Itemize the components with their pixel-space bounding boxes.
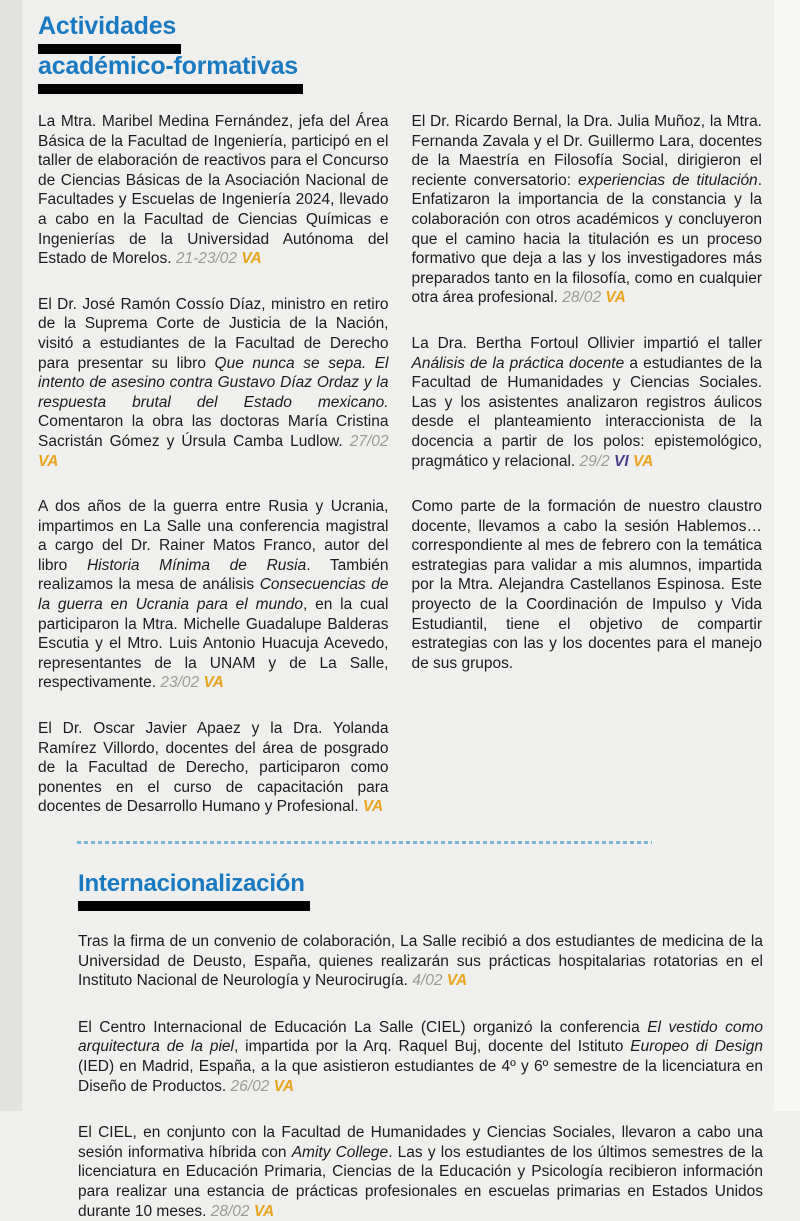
left-column: [38, 112, 389, 817]
paragraph: [38, 497, 389, 693]
text-run-date: 28/02: [210, 1202, 254, 1220]
title-internacionalizacion: Internacionalización: [78, 872, 305, 911]
two-column-text: [38, 112, 762, 817]
text-run-n: El Dr. José Ramón Cossío Díaz, ministro en retiro de la Suprema Corte de Justicia de la Nación, visitó a estudiantes de la Facultad de Derecho para presentar su libro: [38, 295, 389, 372]
text-run-va: VA: [273, 1077, 295, 1095]
text-run-va: VA: [446, 972, 468, 990]
text-run-vi: VI: [613, 452, 633, 470]
text-run-n: El CIEL, en conjunto con la Facultad de Humanidades y Ciencias Sociales, llevaron a cabo una sesión informativa híbrida con: [78, 1124, 763, 1161]
text-run-n: Como parte de la formación de nuestro claustro docente, llevamos a cabo la sesión Hablemos… correspondiente al mes de febrero con la temática estrategias para validar a mis alumnos, impartida por la Mtra. Alejandra Castellanos Espinosa. Este proyecto de la Coordinación de Impulso y Vida Estudiantil, tiene el objetivo de compartir estrategias con las y los docentes para el manejo de sus grupos.: [411, 498, 762, 672]
title-line-1: Actividades: [38, 14, 176, 54]
title-line-2: académico-formativas: [38, 54, 298, 94]
text-run-date: 29/2: [579, 452, 614, 470]
text-run-i: El vestido como arquitectura de la piel: [78, 1018, 763, 1056]
text-run-va: VA: [632, 452, 654, 470]
text-run-date: 28/02: [562, 289, 606, 307]
text-run-va: VA: [38, 452, 59, 470]
text-run-n: . También realizamos la mesa de análisis: [38, 556, 389, 594]
text-run-n: (IED) en Madrid, España, a la que asistieron estudiantes de 4º y 6º semestre de la licenciatura en Diseño de Productos.: [78, 1057, 763, 1095]
paragraph: [38, 295, 389, 471]
paragraph: [78, 1123, 763, 1221]
internacionalizacion-paragraphs: [78, 932, 763, 1221]
text-run-va: VA: [203, 674, 224, 692]
right-column: [412, 112, 763, 817]
text-run-n: Comentaron la obra las doctoras María Cristina Sacristán Gómez y Úrsula Camba Ludlow.: [38, 413, 389, 450]
text-run-n: Tras la firma de un convenio de colaboración, La Salle recibió a dos estudiantes de medicina de la Universidad de Deusto, España, quienes realizarán sus prácticas hospitalarias rotatorias en el Instituto Nacional de Neurología y Neurocirugía.: [78, 933, 763, 990]
text-run-n: El Dr. Oscar Javier Apaez y la Dra. Yolanda Ramírez Villordo, docentes del área de posgrado de la Facultad de Derecho, participaron como ponentes en el curso de capacitación para docentes de Desarrollo Humano y Profesional.: [38, 720, 389, 816]
text-run-va: VA: [253, 1202, 275, 1220]
paragraph: [78, 932, 763, 991]
paragraph: [38, 719, 389, 817]
section-title-internacionalizacion: [78, 872, 763, 911]
text-run-date: 27/02: [349, 432, 389, 450]
section-internacionalizacion: [0, 844, 800, 1221]
text-run-va: VA: [241, 250, 262, 268]
text-run-n: El Dr. Ricardo Bernal, la Dra. Julia Muñoz, la Mtra. Fernanda Zavala y el Dr. Guillermo Lara, docentes de la Maestría en Filosofía Social, dirigieron el reciente conversatorio:: [411, 113, 762, 189]
text-run-date: 23/02: [160, 674, 204, 692]
text-run-date: 26/02: [230, 1077, 274, 1095]
text-run-i: Historia Mínima de Rusia: [86, 556, 307, 574]
paragraph: [412, 497, 763, 673]
text-run-i: Análisis de la práctica docente: [411, 354, 625, 372]
section-title-actividades: [38, 14, 762, 94]
paragraph: [412, 112, 763, 308]
text-run-n: La Mtra. Maribel Medina Fernández, jefa del Área Básica de la Facultad de Ingeniería, participó en el taller de elaboración de reactivos para el Concurso de Ciencias Básicas de la Asociación Nacional de Facultades y Escuelas de Ingeniería 2024, llevado a cabo en la Facultad de Ciencias Químicas e Ingenierías de la Universidad Autónoma del Estado de Morelos.: [38, 113, 389, 268]
text-run-n: a estudiantes de la Facultad de Humanidades y Ciencias Sociales. Las y los asistentes analizaron registros áulicos desde el planteamiento interaccionista de la docencia a partir de los polos: epistemológico, pragmático y relacional.: [411, 354, 762, 470]
text-run-va: VA: [605, 289, 626, 307]
text-run-i: Consecuencias de la guerra en Ucrania para el mundo: [38, 576, 389, 614]
paragraph: [412, 334, 763, 471]
paragraph: [78, 1018, 763, 1096]
text-run-n: La Dra. Bertha Fortoul Ollivier impartió el taller: [411, 334, 762, 352]
text-run-i: Europeo di Design: [630, 1038, 763, 1056]
text-run-n: , en la cual participaron la Mtra. Michelle Guadalupe Balderas Escutia y el Mtro. Luis Antonio Huacuja Acevedo, representantes de la UNAM y de La Salle, respectivamente.: [38, 596, 389, 692]
paragraph: [38, 112, 389, 269]
text-run-i: Que nunca se sepa. El intento de asesino contra Gustavo Díaz Ordaz y la respuesta brutal del Estado mexicano.: [38, 354, 389, 411]
text-run-n: , impartida por la Arq. Raquel Buj, docente del Istituto: [233, 1038, 631, 1056]
text-run-date: 4/02: [412, 972, 447, 990]
text-run-n: El Centro Internacional de Educación La Salle (CIEL) organizó la conferencia: [78, 1018, 648, 1036]
text-run-n: . Las y los estudiantes de los últimos semestres de la licenciatura en Educación Primaria, Ciencias de la Educación y Psicología recibieron información para realizar una estancia de prácticas profesionales en escuelas primarias en Estados Unidos durante 10 meses.: [78, 1143, 764, 1220]
text-run-n: A dos años de la guerra entre Rusia y Ucrania, impartimos en La Salle una conferencia magistral a cargo del Dr. Rainer Matos Franco, autor del libro: [38, 498, 389, 574]
text-run-i: experiencias de titulación: [578, 171, 758, 189]
text-run-va: VA: [362, 798, 384, 816]
text-run-i: Amity College: [291, 1143, 389, 1161]
text-run-n: . Enfatizaron la importancia de la constancia y la colaboración con otros académicos y concluyeron que el camino hacia la titulación es un proceso formativo que deja a las y los investigadores más preparados tanto en la filosofía, como en cualquier otra área profesional.: [411, 171, 762, 307]
text-run-date: 21-23/02: [175, 250, 242, 268]
